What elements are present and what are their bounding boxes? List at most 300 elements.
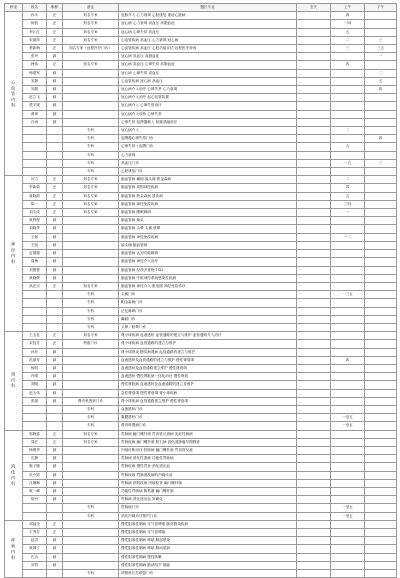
allday-cell — [297, 529, 331, 537]
pm-cell — [365, 496, 397, 504]
pm-cell — [365, 184, 397, 192]
name-cell — [23, 405, 47, 413]
table-row — [5, 192, 397, 200]
pm-cell — [365, 217, 397, 225]
note-cell — [63, 455, 119, 463]
allday-cell — [297, 323, 331, 331]
spec-cell: 心律失常＋起搏门诊 — [119, 143, 297, 151]
table-row — [5, 266, 397, 274]
title-cell: 副 — [47, 381, 63, 389]
name-cell: 宋静 — [23, 77, 47, 85]
title-cell: 正 — [47, 520, 63, 528]
pm-cell — [365, 430, 397, 438]
name-cell: 黄静宁 — [23, 545, 47, 553]
am-cell — [331, 529, 365, 537]
pm-cell — [365, 315, 397, 323]
title-cell: 副 — [47, 110, 63, 118]
note-cell — [63, 266, 119, 274]
title-cell: 副 — [47, 487, 63, 495]
pm-cell: 三 — [365, 159, 397, 167]
allday-cell — [297, 200, 331, 208]
pm-cell — [365, 545, 397, 553]
title-cell — [47, 323, 63, 331]
pm-cell — [365, 364, 397, 372]
table-row — [5, 118, 397, 126]
spec-cell: 胃肠疾病 幽门螺杆菌 胆石病 消化道肿瘤早期筛查 — [119, 438, 297, 446]
pm-cell — [365, 110, 397, 118]
name-cell — [23, 323, 47, 331]
note-cell — [63, 487, 119, 495]
table-row — [5, 61, 397, 69]
spec-cell: 心血管疾病 高血压 心力衰竭 冠心病 — [119, 36, 297, 44]
table-row — [5, 200, 397, 208]
pm-cell — [365, 28, 397, 36]
am-cell — [331, 110, 365, 118]
title-cell: 副 — [47, 69, 63, 77]
note-cell: 肾内科透析门诊 — [63, 397, 119, 405]
name-cell: 宋桂芳 — [23, 340, 47, 348]
allday-cell — [297, 28, 331, 36]
am-cell — [331, 463, 365, 471]
table-row — [5, 250, 397, 258]
pm-cell — [365, 348, 397, 356]
allday-cell — [297, 135, 331, 143]
title-cell: 副 — [47, 553, 63, 561]
allday-cell — [297, 430, 331, 438]
am-cell — [331, 430, 365, 438]
spec-cell: 胃肠疾病 胃肠道疾病的内镜诊治 — [119, 471, 297, 479]
title-cell — [47, 504, 63, 512]
note-cell — [63, 553, 119, 561]
spec-cell: 肾小球疾病 血管通路的建立与维护 — [119, 340, 297, 348]
title-cell: 正 — [47, 282, 63, 290]
name-cell: 高正宗 — [23, 282, 47, 290]
title-cell: 正 — [47, 45, 63, 53]
allday-cell — [297, 159, 331, 167]
spec-cell: 心血管疾病 高血压 心脏功能评估 远程医疗咨询 — [119, 45, 297, 53]
name-cell — [23, 168, 47, 176]
pm-cell — [365, 373, 397, 381]
am-cell — [331, 332, 365, 340]
spec-cell: 慢性阻塞性肺病 支气管哮喘 肺部感染疾病 — [119, 520, 297, 528]
allday-cell — [297, 553, 331, 561]
table-row — [5, 217, 397, 225]
name-cell — [23, 291, 47, 299]
am-cell — [331, 53, 365, 61]
table-row — [5, 86, 397, 94]
title-cell: 副 — [47, 537, 63, 545]
name-cell — [23, 151, 47, 159]
title-cell — [47, 168, 63, 176]
name-cell: 杨波 — [23, 20, 47, 28]
spec-cell: 血液透析及血管通路建立维护 慢性肾衰竭 — [119, 364, 297, 372]
pm-cell — [365, 168, 397, 176]
spec-cell: 消化内镜诊疗预约门诊 — [119, 512, 297, 520]
title-cell: 副 — [47, 545, 63, 553]
allday-cell — [297, 504, 331, 512]
am-cell — [331, 561, 365, 569]
title-cell: 副 — [47, 348, 63, 356]
spec-cell: 脑血管病 痴呆 — [119, 217, 297, 225]
table-row — [5, 471, 397, 479]
allday-cell — [297, 274, 331, 282]
allday-cell — [297, 315, 331, 323]
title-cell: 副 — [47, 258, 63, 266]
table-row — [5, 348, 397, 356]
table-row — [5, 315, 397, 323]
title-cell: 正 — [47, 192, 63, 200]
note-cell: 知名专家 — [63, 36, 119, 44]
title-cell — [47, 151, 63, 159]
table-row — [5, 479, 397, 487]
table-row — [5, 455, 397, 463]
title-cell: 正 — [47, 28, 63, 36]
table-row — [5, 340, 397, 348]
title-cell: 副 — [47, 102, 63, 110]
am-cell — [331, 381, 365, 389]
title-cell: 副 — [47, 118, 63, 126]
note-cell: 知名专家 — [63, 20, 119, 28]
allday-cell — [297, 332, 331, 340]
name-cell: 刘青 — [23, 561, 47, 569]
note-cell: 专科 — [63, 168, 119, 176]
am-cell — [331, 266, 365, 274]
allday-cell — [297, 217, 331, 225]
am-cell: 一至五 — [331, 422, 365, 430]
table-row — [5, 446, 397, 454]
note-cell: 专科 — [63, 405, 119, 413]
allday-cell — [297, 94, 331, 102]
pm-cell — [365, 512, 397, 520]
spec-cell: 慢性阻塞性肺病 支气管哮喘 — [119, 529, 297, 537]
allday-cell — [297, 118, 331, 126]
note-cell: 知名专家 — [63, 430, 119, 438]
table-row — [5, 135, 397, 143]
title-cell: 副 — [47, 463, 63, 471]
name-cell: 吴小婷 — [23, 471, 47, 479]
table-row — [5, 233, 397, 241]
pm-cell — [365, 389, 397, 397]
pm-cell — [365, 61, 397, 69]
table-row — [5, 159, 397, 167]
table-row — [5, 127, 397, 135]
spec-cell: 心血管疾病 冠心病 高血压 — [119, 77, 297, 85]
table-row — [5, 225, 397, 233]
title-cell: 正 — [47, 20, 63, 28]
spec-cell: 癫痫门诊 — [119, 315, 297, 323]
pm-cell — [365, 332, 397, 340]
header-row — [5, 4, 397, 12]
table-row — [5, 561, 397, 569]
name-cell: 孔洁 — [23, 553, 47, 561]
am-cell — [331, 250, 365, 258]
note-cell: 知名专家 — [63, 200, 119, 208]
am-cell — [331, 487, 365, 495]
allday-cell — [297, 512, 331, 520]
am-cell — [331, 118, 365, 126]
table-row — [5, 332, 397, 340]
allday-cell — [297, 36, 331, 44]
allday-cell — [297, 405, 331, 413]
name-cell: 沈琳琳 — [23, 479, 47, 487]
note-cell: 专科 — [63, 291, 119, 299]
allday-cell — [297, 299, 331, 307]
name-cell: 赵立飞 — [23, 94, 47, 102]
am-cell — [331, 94, 365, 102]
spec-cell: 脑血管病 中枢神经系统感染性疾病 — [119, 274, 297, 282]
allday-cell — [297, 151, 331, 159]
pm-cell: 三 — [365, 36, 397, 44]
spec-cell: 帕金森病门诊 — [119, 299, 297, 307]
allday-cell — [297, 69, 331, 77]
allday-cell — [297, 209, 331, 217]
spec-cell: 急性肾衰竭 慢性肾衰竭 肾小球疾病 — [119, 389, 297, 397]
table-row — [5, 463, 397, 471]
header-allday: 全天 — [297, 4, 331, 12]
pm-cell — [365, 258, 397, 266]
name-cell: 刘娟 — [23, 86, 47, 94]
spec-cell: 慢性肾脏病 血液透析及血液通路的建立及维护 — [119, 381, 297, 389]
pm-cell — [365, 291, 397, 299]
pm-cell — [365, 250, 397, 258]
am-cell: 三 — [331, 45, 365, 53]
header-spec: 擅长专业 — [119, 4, 297, 12]
allday-cell — [297, 266, 331, 274]
allday-cell — [297, 102, 331, 110]
note-cell: 知名专家（远程医疗门诊） — [63, 45, 119, 53]
header-note: 备注 — [63, 4, 119, 12]
title-cell — [47, 512, 63, 520]
am-cell: 五 — [331, 28, 365, 36]
title-cell: 副 — [47, 94, 63, 102]
spec-cell: 胃肠病门诊 — [119, 504, 297, 512]
am-cell — [331, 258, 365, 266]
note-cell: 知名专家 — [63, 12, 119, 20]
am-cell: 一至五 — [331, 504, 365, 512]
title-cell: 副 — [47, 250, 63, 258]
am-cell: 五 — [331, 143, 365, 151]
pm-cell — [365, 127, 397, 135]
table-row — [5, 545, 397, 553]
table-row — [5, 529, 397, 537]
note-cell: 专科 — [63, 323, 119, 331]
title-cell: 正 — [47, 332, 63, 340]
note-cell — [63, 274, 119, 282]
spec-cell: 胃肠病 幽门螺杆菌 胃食管反流病 炎症性肠病 — [119, 430, 297, 438]
note-cell: 专科 — [63, 504, 119, 512]
table-row — [5, 356, 397, 364]
table-row — [5, 151, 397, 159]
spec-cell: 脑血管病 认知功能障碍 — [119, 250, 297, 258]
am-cell — [331, 151, 365, 159]
name-cell: 许晴 — [23, 373, 47, 381]
note-cell: 专科 — [63, 414, 119, 422]
title-cell: 副 — [47, 496, 63, 504]
name-cell: 张丽 — [23, 397, 47, 405]
spec-cell: 冠心病介入治疗 起心包管装置 — [119, 94, 297, 102]
am-cell — [331, 340, 365, 348]
pm-cell: 四 — [365, 135, 397, 143]
spec-cell: 脑血管病 神经免疫疾病 — [119, 233, 297, 241]
spec-cell: 冠心病 高血压 高脂血症 — [119, 53, 297, 61]
note-cell — [63, 561, 119, 569]
allday-cell — [297, 455, 331, 463]
am-cell — [331, 373, 365, 381]
pm-cell — [365, 356, 397, 364]
title-cell — [47, 315, 63, 323]
name-cell: 杨俊华 — [23, 446, 47, 454]
name-cell — [23, 127, 47, 135]
am-cell — [331, 496, 365, 504]
am-cell: 三四 — [331, 200, 365, 208]
allday-cell — [297, 446, 331, 454]
header-am: 上午 — [331, 4, 365, 12]
title-cell: 副 — [47, 77, 63, 85]
am-cell: 一 — [331, 209, 365, 217]
pm-cell — [365, 570, 397, 578]
pm-cell — [365, 471, 397, 479]
pm-cell — [365, 192, 397, 200]
table-row — [5, 53, 397, 61]
allday-cell — [297, 176, 331, 184]
table-row — [5, 381, 397, 389]
am-cell — [331, 405, 365, 413]
spec-cell: 心脏康复门诊 — [119, 168, 297, 176]
allday-cell — [297, 12, 331, 20]
pm-cell — [365, 200, 397, 208]
am-cell — [331, 545, 365, 553]
note-cell — [63, 373, 119, 381]
title-cell: 副 — [47, 225, 63, 233]
name-cell: 杨建军 — [23, 69, 47, 77]
note-cell — [63, 529, 119, 537]
note-cell: 专科 — [63, 151, 119, 159]
note-cell: 专科 — [63, 159, 119, 167]
am-cell — [331, 364, 365, 372]
name-cell: 孙东 — [23, 348, 47, 356]
am-cell — [331, 455, 365, 463]
spec-cell: 偏头痛 脑血管病 — [119, 241, 297, 249]
name-cell: 陈一 — [23, 200, 47, 208]
note-cell: 专科 — [63, 299, 119, 307]
name-cell: 黄程程 — [23, 217, 47, 225]
pm-cell — [365, 561, 397, 569]
note-cell — [63, 53, 119, 61]
pm-cell — [365, 241, 397, 249]
spec-cell: 内镜诊断治疗 肝胆病 幽门螺杆菌 胃食管反流 — [119, 446, 297, 454]
am-cell — [331, 299, 365, 307]
pm-cell — [365, 118, 397, 126]
pm-cell — [365, 143, 397, 151]
spec-cell: 血液透析门诊 — [119, 405, 297, 413]
allday-cell — [297, 45, 331, 53]
pm-cell — [365, 282, 397, 290]
spec-cell: 脑血管病 帕金森病 遗传病 — [119, 192, 297, 200]
note-cell: 知名专家 — [63, 282, 119, 290]
schedule-table — [4, 3, 397, 578]
spec-cell: 心力衰竭 — [119, 151, 297, 159]
note-cell — [63, 389, 119, 397]
spec-cell: 胃肠病 消化性溃疡 功能性胃肠病 — [119, 455, 297, 463]
pm-cell — [365, 381, 397, 389]
spec-cell: 冠心病 心律失常 高血压 — [119, 28, 297, 36]
note-cell — [63, 537, 119, 545]
allday-cell — [297, 168, 331, 176]
note-cell — [63, 496, 119, 504]
table-row — [5, 168, 397, 176]
allday-cell — [297, 241, 331, 249]
department-cell: 肾内科 — [5, 332, 23, 430]
note-cell — [63, 356, 119, 364]
note-cell — [63, 241, 119, 249]
table-row — [5, 405, 397, 413]
title-cell: 副 — [47, 241, 63, 249]
am-cell — [331, 217, 365, 225]
table-row — [5, 258, 397, 266]
name-cell: 王勉 — [23, 233, 47, 241]
note-cell: 专科 — [63, 512, 119, 520]
spec-cell: 慢性阻塞性肺病 肺部结节 肺癌 — [119, 561, 297, 569]
name-cell: 黄一峰 — [23, 487, 47, 495]
pm-cell — [365, 537, 397, 545]
allday-cell — [297, 389, 331, 397]
note-cell: 知名专家 — [63, 192, 119, 200]
name-cell — [23, 570, 47, 578]
allday-cell — [297, 110, 331, 118]
allday-cell — [297, 127, 331, 135]
title-cell: 副 — [47, 266, 63, 274]
note-cell — [63, 520, 119, 528]
title-cell: 副 — [47, 471, 63, 479]
name-cell — [23, 135, 47, 143]
am-cell — [331, 389, 365, 397]
spec-cell: 心律失常 起搏器植入 射频消融治疗 — [119, 118, 297, 126]
name-cell: 郭晓春 — [23, 430, 47, 438]
spec-cell: 腹膜透析门诊 — [119, 414, 297, 422]
department-cell: 消化内科 — [5, 430, 23, 520]
title-cell — [47, 127, 63, 135]
pm-cell — [365, 233, 397, 241]
pm-cell — [365, 553, 397, 561]
title-cell: 正 — [47, 36, 63, 44]
note-cell — [63, 463, 119, 471]
title-cell: 正 — [47, 340, 63, 348]
am-cell — [331, 69, 365, 77]
spec-cell: 肾小球疾病 血管通路建立维护 慢性肾衰竭 — [119, 397, 297, 405]
title-cell: 副 — [47, 356, 63, 364]
table-row — [5, 282, 397, 290]
am-cell — [331, 86, 365, 94]
name-cell: 王凯 — [23, 241, 47, 249]
header-name: 姓名 — [23, 4, 47, 12]
am-cell — [331, 274, 365, 282]
note-cell — [63, 77, 119, 85]
spec-cell: 记忆障碍门诊 — [119, 307, 297, 315]
name-cell: 李江红 — [23, 28, 47, 36]
title-cell: 副 — [47, 274, 63, 282]
allday-cell — [297, 520, 331, 528]
spec-cell: 高血压门诊 — [119, 159, 297, 167]
pm-cell — [365, 20, 397, 28]
allday-cell — [297, 381, 331, 389]
allday-cell — [297, 53, 331, 61]
allday-cell — [297, 143, 331, 151]
allday-cell — [297, 561, 331, 569]
spec-cell: 冠心病介入 心律失常治疗 — [119, 102, 297, 110]
note-cell — [63, 364, 119, 372]
am-cell — [331, 438, 365, 446]
pm-cell — [365, 12, 397, 20]
